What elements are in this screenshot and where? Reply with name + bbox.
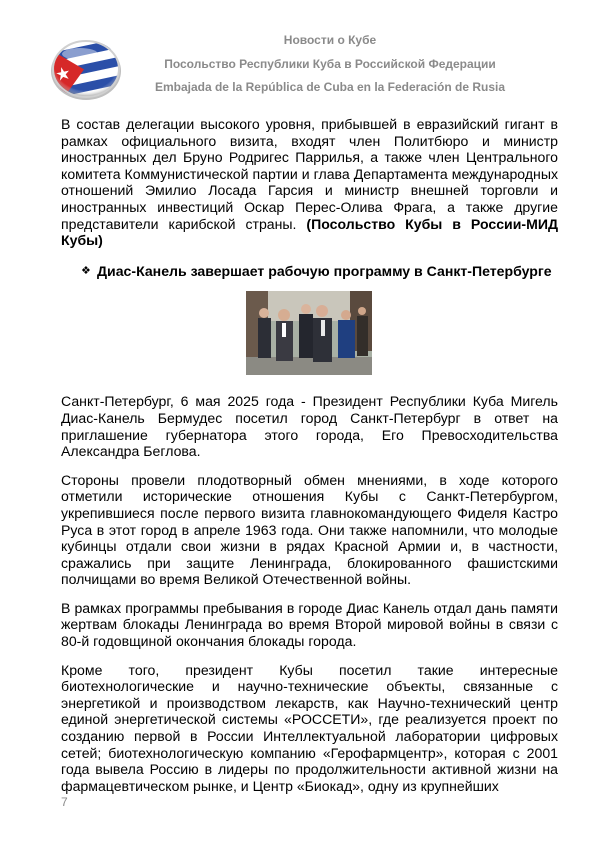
article-headline: Диас-Канель завершает рабочую программу в Санкт-Петербурге: [97, 262, 552, 279]
article-paragraph: Санкт-Петербург, 6 мая 2025 года - Президент Республики Куба Мигель Диас-Канель Бермудес посетил город Санкт-Петербург в ответ на приглашение губернатора этого города, Его Превосходительства Александра Беглова.: [61, 393, 558, 460]
article-paragraph: В рамках программы пребывания в городе Диас Канель отдал дань памяти жертвам блокады Ленинграда во время Второй мировой войны в связи с 80-й годовщиной окончания блокады города.: [61, 599, 558, 650]
page-number: 7: [61, 795, 68, 809]
header-title: Новости о Кубе: [283, 33, 377, 47]
delegation-walking-photo: [246, 291, 372, 375]
source-credit: (Посольство Кубы в России-МИД Кубы): [61, 215, 558, 249]
cuba-flag-logo-icon: [50, 38, 122, 100]
intro-paragraph: [61, 116, 558, 249]
article-photo: [246, 291, 372, 375]
header-embassy-ru: Посольство Республики Куба в Российской Федерации: [164, 57, 496, 71]
page-header: [0, 0, 603, 110]
header-embassy-es: Embajada de la República de Cuba en la Federación de Rusia: [154, 80, 506, 94]
diamond-bullet-icon: ❖: [81, 264, 91, 277]
article-heading: [81, 263, 558, 280]
intro-text: В состав делегации высокого уровня, прибывшей в евразийский гигант в рамках официального визита, входят член Политбюро и министр иностранных дел Бруно Родригес Паррилья, а также член Центрального комитета Коммунистической партии и глава Департамента международных отношений Эмилио Лосада Гарсия и министр внешней торговли и иностранных инвестиций Оскар Перес-Олива Фрага, а также другие представители карибской страны.: [61, 116, 558, 232]
page-content: [61, 116, 558, 806]
article-paragraph: Стороны провели плодотворный обмен мнениями, в ходе которого отметили исторические отношения Кубы с Санкт-Петербургом, укрепившиеся после первого визита главнокомандующего Фиделя Кастро Руса в этот город в апреле 1963 года. Они также напомнили, что молодые кубинцы отдали свои жизни в рядах Красной Армии и, в частности, сражались при защите Ленинграда, блокированного фашистскими полчищами во время Великой Отечественной войны.: [61, 471, 558, 588]
article-paragraph: Кроме того, президент Кубы посетил такие интересные биотехнологические и научно-технические объекты, связанные с энергетикой и производством лекарств, как Научно-технический центр единой энергетической системы «РОССЕТИ», где реализуется проект по созданию первой в России Интеллектуальной лаборатории цифровых сетей; биотехнологическую компанию «Герофармцентр», которая с 2001 года вывела Россию в лидеры по продолжительности активной жизни на фармацевтическом рынке, и Центр «Биокад», одну из крупнейших: [61, 661, 558, 794]
